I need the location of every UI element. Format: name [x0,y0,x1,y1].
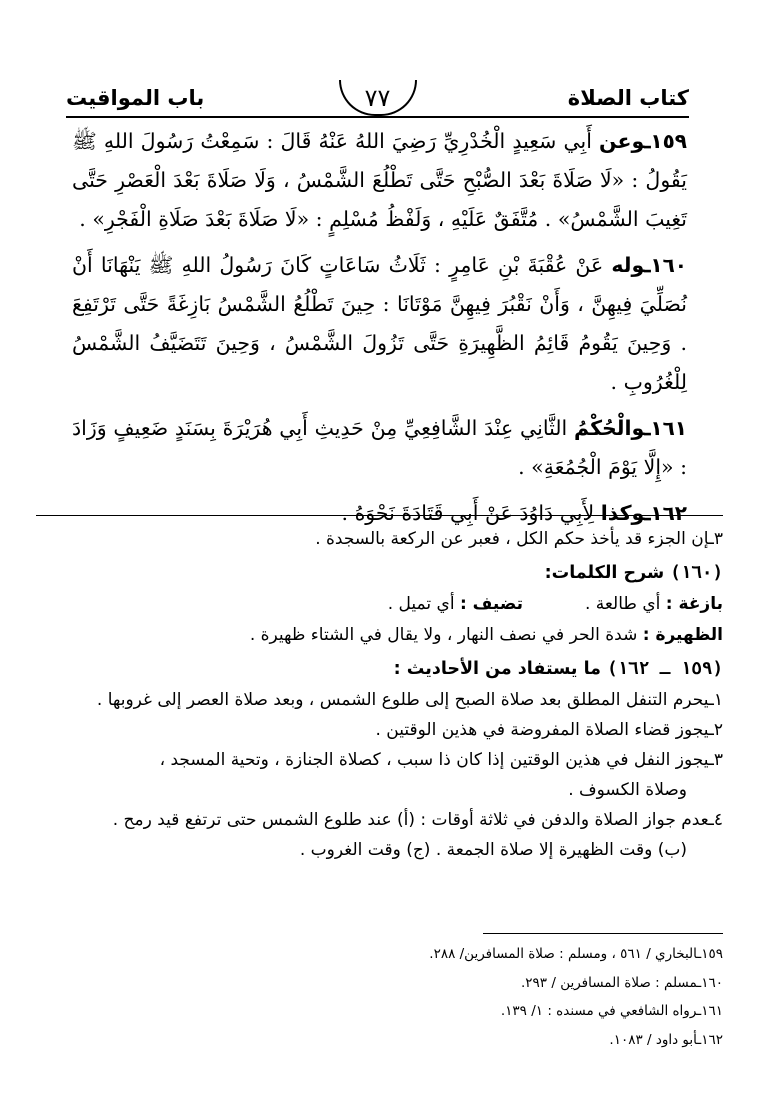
vocab-def: أي طالعة . [584,594,666,614]
notes-section [36,524,723,865]
hadith-160 [72,246,687,402]
hadith-159 [72,122,687,239]
footnote: ١٦٢ـأبو داود / ١٠٨٣. [609,1031,723,1048]
benefits-heading-num: (١٥٩ ـ ١٦٢) [607,659,723,679]
hadith-text: لِأَبِي دَاوُدَ عَنْ أَبِي قَتَادَةَ نَحْوَهُ . [341,501,601,525]
footnote: ١٥٩ـالبخاري / ٥٦١ ، ومسلم : صلاة المسافرين/ ٢٨٨. [429,946,723,962]
benefit-item: ٣ـيجوز النفل في هذين الوقتين إذا كان ذا سبب ، كصلاة الجنازة ، وتحية المسجد ، [159,750,723,770]
footnote: ١٦٠ـمسلم : صلاة المسافرين / ٢٩٣. [521,974,723,991]
vocab-term: تضيف : [459,594,523,614]
vocab-entry [388,589,523,620]
header-divider [66,116,689,118]
hadith-dash: ـ [644,253,651,277]
chapter-title: باب المواقيت [66,86,205,110]
hadith-lead: والْحُكْمُ [574,416,645,440]
vocab-heading [36,557,723,589]
hadith-dash: ـ [644,129,651,153]
hadith-section [72,122,687,540]
vocab-def: أي تميل . [387,594,460,614]
benefit-item-continuation: (ب) وقت الظهيرة إلا صلاة الجمعة . (ج) وقت الغروب . [299,840,687,860]
benefit-item: ٤ـعدم جواز الصلاة والدفن في ثلاثة أوقات : (أ) عند طلوع الشمس حتى ترتفع قيد رمح . [112,810,723,830]
benefits-heading-text: ما يستفاد من الأحاديث : [393,659,608,679]
hadith-text: الثَّانِي عِنْدَ الشَّافِعِيِّ مِنْ حَدِيثِ أَبِي هُرَيْرَةَ بِسَنَدٍ ضَعِيفٍ وَزَادَ : «إِلَّا يَوْمَ الْجُمُعَةِ» . [72,416,687,479]
footnotes [36,940,723,1054]
footnote-divider [483,933,723,934]
hadith-lead: وله [611,253,645,277]
page-number: ٧٧ [339,80,417,116]
benefit-item: ٢ـيجوز قضاء الصلاة المفروضة في هذين الوقتين . [375,720,723,740]
hadith-number: ١٦٢ [650,501,687,525]
hadith-dash: ـ [644,501,651,525]
hadith-lead: وعن [599,129,645,153]
book-title: كتاب الصلاة [567,86,689,110]
hadith-text: أَبِي سَعِيدٍ الْخُدْرِيِّ رَضِيَ اللهُ عَنْهُ قَالَ : سَمِعْتُ رَسُولَ اللهِ ﷺ يَقُولُ : «لَا صَلَاةَ بَعْدَ الصُّبْحِ حَتَّى تَطْلُعَ الشَّمْسُ ، وَلَا صَلَاةَ بَعْدَ الْعَصْرِ حَتَّى تَغِيبَ الشَّمْسُ» . مُتَّفَقٌ عَلَيْهِ ، وَلَفْظُ مُسْلِمٍ : «لَا صَلَاةَ بَعْدَ صَلَاةِ الْفَجْرِ» . [72,129,687,231]
hadith-dash: ـ [644,416,651,440]
hadith-lead: وكذا [600,501,645,525]
vocab-term: الظهيرة : [642,625,723,645]
section-divider [36,515,723,516]
carry-over-note: ٣ـإن الجزء قد يأخذ حكم الكل ، فعبر عن الركعة بالسجدة . [315,529,723,549]
benefits-heading [36,653,723,685]
footnote: ١٦١ـرواه الشافعي في مسنده : ١/ ١٣٩. [500,1003,723,1019]
hadith-text: عَنْ عُقْبَةَ بْنِ عَامِرٍ : ثَلَاثُ سَاعَاتٍ كَانَ رَسُولُ اللهِ ﷺ يَنْهَانَا أَنْ نُصَلِّيَ فِيهِنَّ ، وَأَنْ نَقْبُرَ فِيهِنَّ مَوْتَانَا : حِينَ تَطْلُعُ الشَّمْسُ بَازِغَةً حَتَّى تَرْتَفِعَ . وَحِينَ يَقُومُ قَائِمُ الظَّهِيرَةِ حَتَّى تَزُولَ الشَّمْسُ ، وَحِينَ تَتَضَيَّفُ الشَّمْسُ لِلْغُرُوبِ . [72,253,687,394]
vocab-term: بازغة : [665,594,723,614]
hadith-number: ١٦١ [650,416,687,440]
benefit-item-continuation: وصلاة الكسوف . [568,780,687,800]
vocab-entry [523,589,723,620]
benefit-item: ١ـيحرم التنفل المطلق بعد صلاة الصبح إلى طلوع الشمس ، وبعد صلاة العصر إلى غروبها . [96,690,723,710]
hadith-number: ١٥٩ [650,129,687,153]
vocab-def: شدة الحر في نصف النهار ، ولا يقال في الشتاء ظهيرة . [249,625,643,645]
hadith-number: ١٦٠ [650,253,687,277]
hadith-161 [72,409,687,487]
vocab-entry-dhahira [36,620,723,650]
vocab-heading-text: شرح الكلمات: [544,563,671,583]
vocab-row [36,589,723,620]
page-header [66,84,689,124]
vocab-heading-num: (١٦٠) [670,563,723,583]
